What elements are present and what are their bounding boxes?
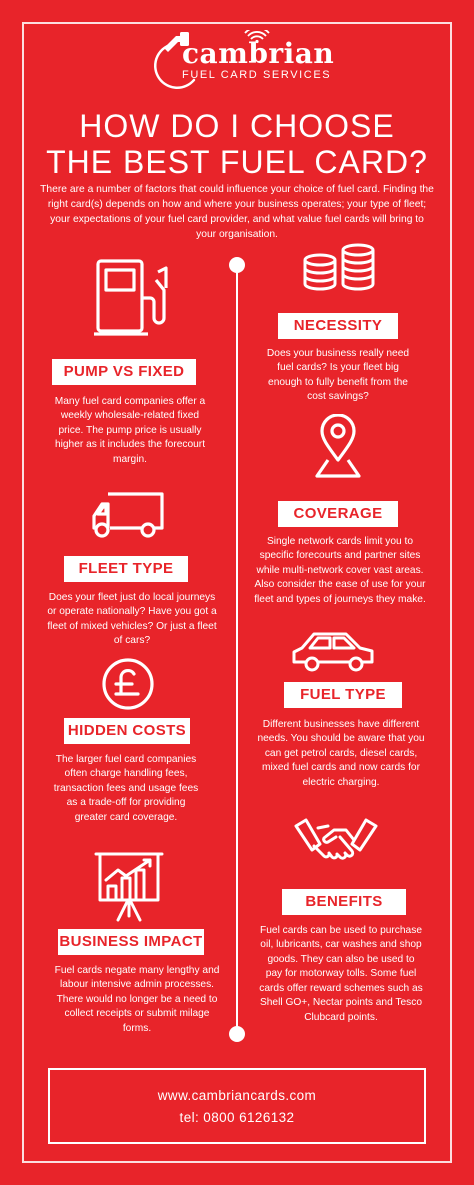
coverage-label: COVERAGE (278, 501, 398, 527)
intro-paragraph: There are a number of factors that could influence your choice of fuel card. Finding the right card(s) depends on how and where your business operates; your type of fleet; your expectations of your fuel card provider, and what value fuel cards will bring to your organisation. (40, 184, 434, 240)
pound-icon (100, 656, 156, 712)
map-pin-icon (314, 414, 362, 480)
benefits-label: BENEFITS (282, 889, 406, 915)
timeline-end-dot (229, 1026, 245, 1042)
timeline-start-dot (229, 257, 245, 273)
fleet-type-text: Does your fleet just do local journeys or operate nationally? Have you got a fleet of mixed vehicles? Or just a fleet of cars? (47, 592, 217, 647)
phone-number[interactable]: tel: 0800 6126132 (179, 1110, 295, 1125)
hidden-costs-text: The larger fuel card companies often charge handling fees, transaction fees and usage fees as a trade-off for providing greater card coverage. (53, 754, 199, 823)
fuel-type-text: Different businesses have different needs. You should be aware that you can get petrol cards, diesel cards, mixed fuel cards and now cards for electric charging. (257, 719, 425, 788)
business-impact-label: BUSINESS IMPACT (58, 929, 204, 955)
fuel-type-label: FUEL TYPE (284, 682, 402, 708)
hidden-costs-label: HIDDEN COSTS (64, 718, 190, 744)
pump-vs-fixed-label: PUMP VS FIXED (52, 359, 196, 385)
necessity-text: Does your business really need fuel cards? Is your fleet big enough to fully benefit from the cost savings? (266, 348, 410, 403)
brand-name: cambrian (182, 37, 335, 70)
page-title-line-2: THE BEST FUEL CARD? (46, 144, 428, 180)
page-title-line-1: HOW DO I CHOOSE (79, 108, 395, 144)
business-impact-text: Fuel cards negate many lengthy and labour intensive admin processes. There would no longer be a need to collect receipts or submit milage forms. (54, 965, 220, 1034)
growth-chart-icon (92, 850, 166, 922)
brand-subtitle: FUEL CARD SERVICES (182, 69, 332, 81)
fleet-type-label: FLEET TYPE (64, 556, 188, 582)
timeline-line (236, 264, 238, 1034)
website-link[interactable]: www.cambriancards.com (157, 1088, 317, 1103)
handshake-icon (294, 812, 378, 870)
benefits-text: Fuel cards can be used to purchase oil, lubricants, car washes and shop goods. They can also be used to pay for motorway tolls. Some fuel cards offer reward schemes such as Shell GO+, Nectar points and Tesco Clubcard points. (259, 925, 423, 1023)
footer-contact-box (48, 1068, 426, 1144)
necessity-label: NECESSITY (278, 313, 398, 339)
pump-vs-fixed-text: Many fuel card companies offer a weekly wholesale-related fixed price. The pump price is usually higher as it includes the forecourt margin. (54, 396, 206, 465)
car-icon (290, 626, 378, 674)
fuel-pump-icon (92, 258, 182, 338)
coins-icon (300, 240, 380, 296)
coverage-text: Single network cards limit you to specific forecourts and partner sites while multi-network cover vast areas. Also consider the ease of use for your fleet and types of journeys they make. (254, 536, 426, 605)
van-icon (88, 490, 168, 540)
